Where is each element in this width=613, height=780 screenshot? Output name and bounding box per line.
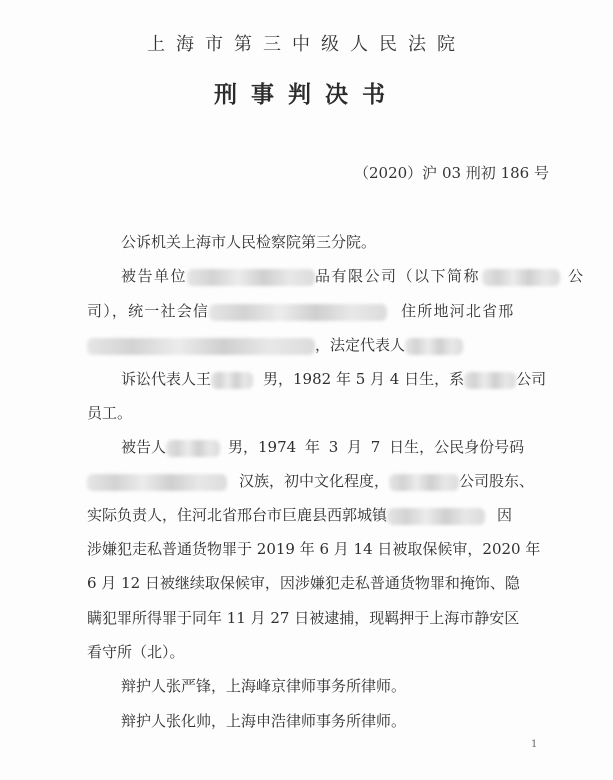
text: 看守所（北）。 [87, 643, 185, 661]
redacted-block [482, 269, 560, 286]
prosecutor-line [121, 232, 376, 252]
redacted-block [87, 474, 227, 491]
text: 被告单位 [121, 267, 188, 285]
text: 被告人 [121, 438, 167, 456]
defendant-line-4 [87, 539, 540, 559]
text: 实际负责人，住河北省邢台市巨鹿县西郭城镇 [87, 506, 388, 524]
text: ，法定代表人 [315, 336, 406, 354]
text: 男，1974 年 3 月 7 日生，公民身份号码 [228, 438, 525, 456]
text: 辩护人张严锋，上海峰京律师事务所律师。 [121, 677, 407, 695]
defendant-unit-line-3 [87, 335, 463, 355]
redacted-block [87, 338, 315, 355]
defendant-line-6 [87, 608, 519, 628]
text: 涉嫌犯走私普通货物罪于 2019 年 6 月 14 日被取保候审，2020 年 [87, 540, 541, 558]
defendant-unit-line-1 [121, 266, 585, 286]
litigation-rep-line-2 [87, 403, 132, 423]
redacted-block [405, 338, 463, 355]
defendant-line-3 [87, 505, 512, 525]
text: 员工。 [87, 404, 133, 422]
defender-2 [121, 711, 406, 731]
document-title: 刑事判决书 [214, 82, 399, 108]
litigation-rep-line-1 [121, 369, 546, 389]
text: 辩护人张化帅，上海申浩律师事务所律师。 [121, 712, 407, 730]
court-name: 上海市第三中级人民法院 [147, 34, 466, 55]
defendant-unit-line-2 [87, 301, 515, 321]
defendant-line-7 [87, 642, 185, 662]
redacted-block [387, 508, 485, 525]
text: 汉族，初中文化程度， [239, 472, 390, 490]
text: 诉讼代表人王 [121, 370, 212, 388]
redacted-block [209, 304, 387, 321]
text: 瞒犯罪所得罪于同年 11 月 27 日被逮捕，现羁押于上海市静安区 [87, 609, 520, 627]
text: 公司 [516, 370, 547, 388]
redacted-block [464, 372, 516, 389]
defendant-line-1 [121, 437, 524, 457]
defendant-line-5 [87, 573, 520, 593]
text: 男，1982 年 5 月 4 日生，系 [263, 370, 465, 388]
text: 品有限公司（以下简称 [315, 267, 481, 285]
redacted-block [166, 440, 220, 457]
text: 公司股东、 [459, 472, 535, 490]
text: 司），统一社会信 [87, 302, 210, 320]
case-number: （2020）沪 03 刑初 186 号 [354, 164, 549, 182]
redacted-block [211, 372, 253, 389]
text: 住所地河北省邢 [401, 302, 515, 320]
page-number: 1 [531, 739, 538, 750]
text: 6 月 12 日被继续取保候审，因涉嫌犯走私普通货物罪和掩饰、隐 [87, 574, 520, 592]
defendant-line-2 [87, 471, 534, 491]
text: 公 [568, 267, 585, 285]
redacted-block [187, 269, 315, 286]
defender-1 [121, 676, 406, 696]
redacted-block [389, 474, 459, 491]
text: 因 [497, 506, 513, 524]
prosecutor-text: 公诉机关上海市人民检察院第三分院。 [121, 233, 377, 251]
